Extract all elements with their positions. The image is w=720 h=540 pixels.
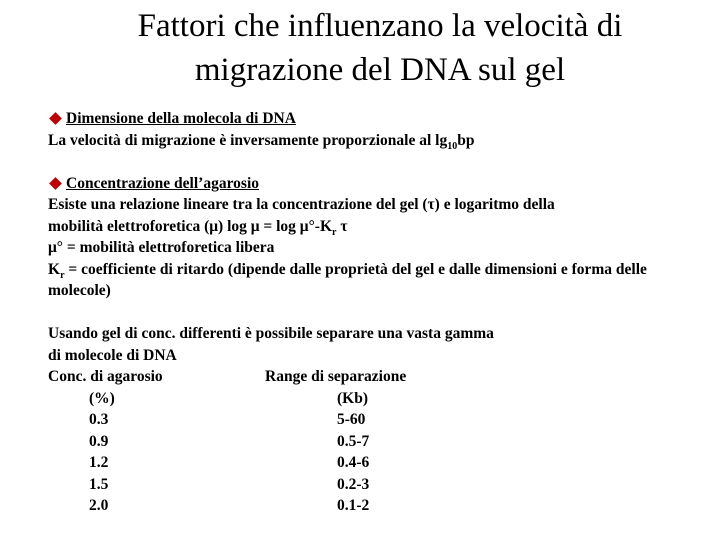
table-row (48, 431, 708, 453)
red-diamond-icon (49, 177, 62, 190)
section-dimension-heading (48, 108, 708, 130)
text-part: mobilità elettroforetica (μ) log μ = log μ°-K (48, 217, 333, 235)
title-line-1: Fattori che influenzano la velocità di (137, 8, 623, 44)
subscript: r (60, 269, 65, 281)
agarose-line-1: Esiste una relazione lineare tra la concentrazione del gel (τ) e logaritmo della (48, 196, 555, 213)
cell-range: 0.4-6 (337, 454, 370, 471)
table-units-row (48, 388, 708, 410)
agarose-line-3: μ° = mobilità elettroforetica libera (48, 239, 275, 256)
cell-concentration: 2.0 (89, 497, 109, 514)
table-row (48, 409, 708, 431)
cell-range: 5-60 (337, 411, 366, 428)
usage-line-2: di molecole di DNA (48, 346, 177, 364)
subscript: 10 (447, 140, 458, 152)
text-part: La velocità di migrazione è inversamente proporzionale al lg (48, 131, 448, 149)
table-row (48, 495, 708, 517)
text-part: τ (336, 217, 348, 235)
usage-line-1: Usando gel di conc. differenti è possibile separare una vasta gamma (48, 325, 494, 342)
cell-range: 0.2-3 (337, 475, 370, 493)
agarose-range-table (48, 366, 708, 517)
spacer (48, 151, 708, 173)
title-line-2: migrazione del DNA sul gel (194, 52, 566, 88)
column-header-concentration: Conc. di agarosio (48, 368, 163, 385)
agarose-line-4 (48, 259, 708, 302)
cell-concentration: 0.9 (89, 432, 109, 450)
cell-range: 0.5-7 (337, 432, 370, 450)
heading-text: Dimensione della molecola di DNA (66, 110, 296, 127)
cell-concentration: 0.3 (89, 411, 109, 428)
cell-concentration: 1.5 (89, 475, 109, 493)
text-part: K (48, 260, 61, 278)
unit-percent: (%) (89, 389, 115, 407)
agarose-line-2 (48, 216, 708, 238)
unit-kb: (Kb) (337, 389, 368, 407)
slide-content (48, 108, 708, 517)
cell-concentration: 1.2 (89, 454, 109, 471)
page-title (60, 4, 700, 92)
heading-text: Concentrazione dell’agarosio (66, 174, 260, 192)
section-agarose-heading (48, 173, 708, 195)
section-dimension-text (48, 130, 708, 152)
subscript: r (332, 226, 337, 238)
table-row (48, 452, 708, 474)
text-part: bp (457, 131, 475, 149)
spacer (48, 302, 708, 324)
text-part: = coefficiente di ritardo (dipende dalle proprietà del gel e dalle dimensioni e forma delle molecole) (48, 260, 647, 299)
red-diamond-icon (49, 113, 62, 126)
table-row (48, 474, 708, 496)
column-header-range: Range di separazione (265, 368, 407, 385)
cell-range: 0.1-2 (337, 497, 370, 514)
table-header-row (48, 366, 708, 388)
